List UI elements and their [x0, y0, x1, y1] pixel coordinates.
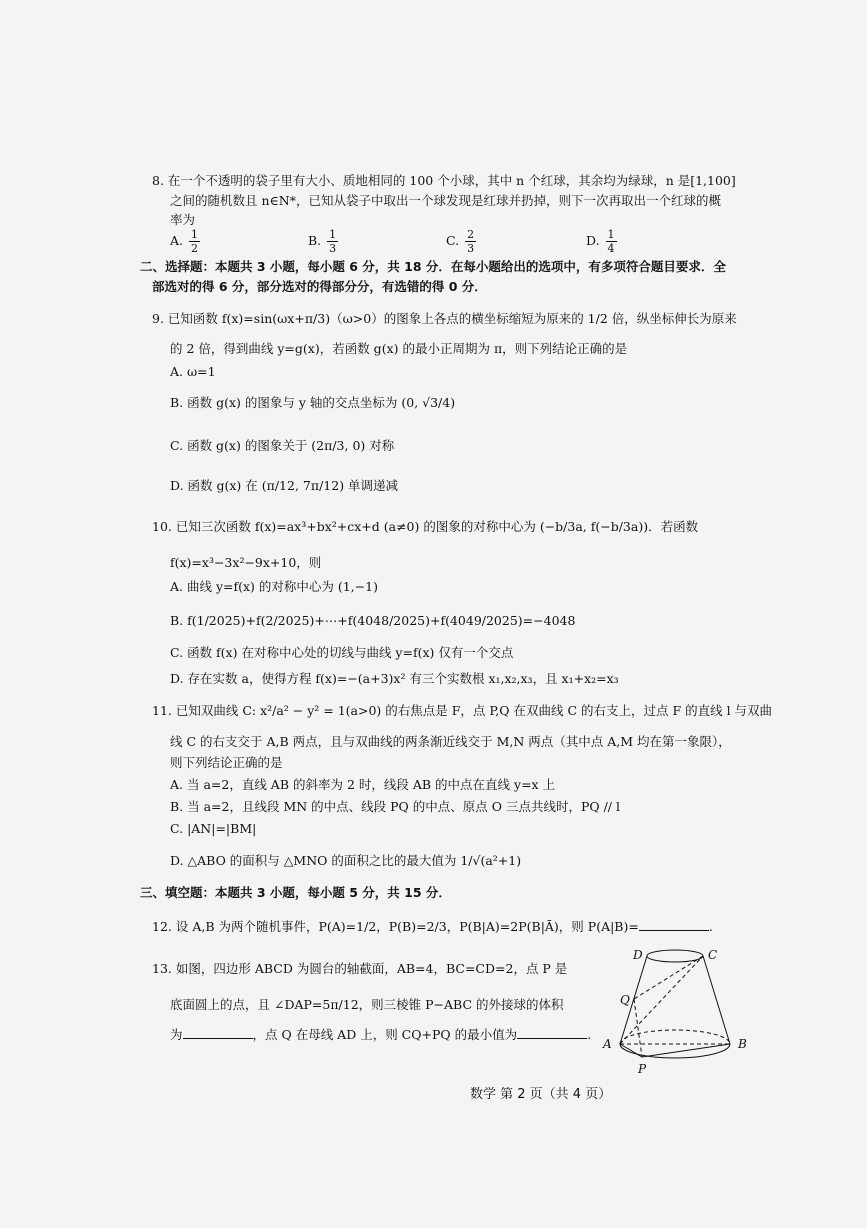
q8-option-d: D. $\frac{1}{4}$: [586, 228, 615, 255]
top-ellipse: [647, 950, 703, 962]
section2-heading: 二、选择题：本题共 3 小题，每小题 6 分，共 18 分．在每小题给出的选项中，有多项符合题目要求．全: [140, 259, 726, 274]
q11-option-d: D. △ABO 的面积与 △MNO 的面积之比的最大值为 1/√(a²+1): [170, 853, 522, 868]
q9-option-d: D. 函数 g(x) 在 (π/12, 7π/12) 单调递减: [170, 478, 399, 493]
q9-option-a: A. ω=1: [170, 364, 216, 379]
q10-option-d: D. 存在实数 a，使得方程 f(x)=−(a+3)x² 有三个实数根 x₁,x₂,x₃，且 x₁+x₂=x₃: [170, 671, 619, 686]
label-d: D: [633, 948, 643, 962]
label-a: A: [603, 1037, 612, 1051]
q9-option-b: B. 函数 g(x) 的图象与 y 轴的交点坐标为 (0, √3/4): [170, 395, 456, 410]
q11-line2: 线 C 的右支交于 A,B 两点，且与双曲线的两条渐近线交于 M,N 两点（其中点 A,M 均在第一象限），: [170, 734, 731, 749]
q8-line3: 率为: [170, 212, 196, 227]
bottom-ellipse-back: [620, 1030, 730, 1044]
frustum-figure: [598, 944, 768, 1084]
label-b: B: [738, 1037, 747, 1051]
q13-answer-blank-1[interactable]: [183, 1026, 253, 1039]
q12-answer-blank[interactable]: [639, 918, 709, 931]
label-c: C: [708, 948, 718, 962]
q8-line2: 之间的随机数且 n∈N*，已知从袋子中取出一个球发现是红球并扔掉，则下一次再取出一个红球的概: [170, 193, 721, 208]
q13-answer-blank-2[interactable]: [517, 1026, 587, 1039]
q11-option-b: B. 当 a=2，且线段 MN 的中点、线段 PQ 的中点、原点 O 三点共线时，PQ // l: [170, 799, 620, 814]
section3-heading: 三、填空题：本题共 3 小题，每小题 5 分，共 15 分．: [140, 885, 451, 900]
segment-ap: [620, 1044, 642, 1057]
section2-line2: 部选对的得 6 分，部分选对的得部分分，有选错的得 0 分．: [152, 279, 487, 294]
q10-line1: 10. 已知三次函数 f(x)=ax³+bx²+cx+d (a≠0) 的图象的对称中心为 (−b/3a, f(−b/3a))．若函数: [152, 519, 699, 534]
q12-line1: 12. 设 A,B 为两个随机事件，P(A)=1/2，P(B)=2/3，P(B|A)=2P(B|Ā)，则 P(A|B)= .: [152, 919, 713, 934]
label-q: Q: [620, 993, 630, 1007]
side-bc: [703, 956, 730, 1044]
q11-line1: 11. 已知双曲线 C: x²/a² − y² = 1(a>0) 的右焦点是 F，点 P,Q 在双曲线 C 的右支上，过点 F 的直线 l 与双曲: [152, 703, 773, 718]
q10-option-b: B. f(1/2025)+f(2/2025)+⋯+f(4048/2025)+f(4049/2025)=−4048: [170, 613, 576, 628]
q8-option-b: B. $\frac{1}{3}$: [308, 228, 337, 255]
q10-option-a: A. 曲线 y=f(x) 的对称中心为 (1,−1): [170, 579, 378, 594]
q13-line1: 13. 如图，四边形 ABCD 为圆台的轴截面，AB=4，BC=CD=2，点 P 是: [152, 961, 568, 976]
q13-line3: 为 ，点 Q 在母线 AD 上，则 CQ+PQ 的最小值为 .: [170, 1027, 592, 1042]
label-p: P: [638, 1062, 647, 1076]
q8-option-a: A. $\frac{1}{2}$: [170, 228, 198, 255]
q11-option-a: A. 当 a=2，直线 AB 的斜率为 2 时，线段 AB 的中点在直线 y=x 上: [170, 777, 556, 792]
page-footer: 数学 第 2 页（共 4 页）: [470, 1087, 612, 1102]
q13-line2: 底面圆上的点，且 ∠DAP=5π/12，则三棱锥 P−ABC 的外接球的体积: [170, 997, 564, 1012]
q9-line1: 9. 已知函数 f(x)=sin(ωx+π/3)（ω>0）的图象上各点的横坐标缩短为原来的 1/2 倍，纵坐标伸长为原来: [152, 311, 737, 326]
q10-line2: f(x)=x³−3x²−9x+10，则: [170, 555, 322, 570]
q11-line3: 则下列结论正确的是: [170, 755, 283, 770]
q9-line2: 的 2 倍，得到曲线 y=g(x)，若函数 g(x) 的最小正周期为 π，则下列结论正确的是: [170, 341, 628, 356]
q8-option-c: C. $\frac{2}{3}$: [446, 228, 475, 255]
q10-option-c: C. 函数 f(x) 在对称中心处的切线与曲线 y=f(x) 仅有一个交点: [170, 645, 514, 660]
q9-option-c: C. 函数 g(x) 的图象关于 (2π/3, 0) 对称: [170, 438, 395, 453]
q11-option-c: C. |AN|=|BM|: [170, 821, 257, 836]
segment-pb: [642, 1044, 730, 1057]
q8-line1: 8. 在一个不透明的袋子里有大小、质地相同的 100 个小球，其中 n 个红球，其余均为绿球，n 是[1,100]: [152, 173, 736, 188]
